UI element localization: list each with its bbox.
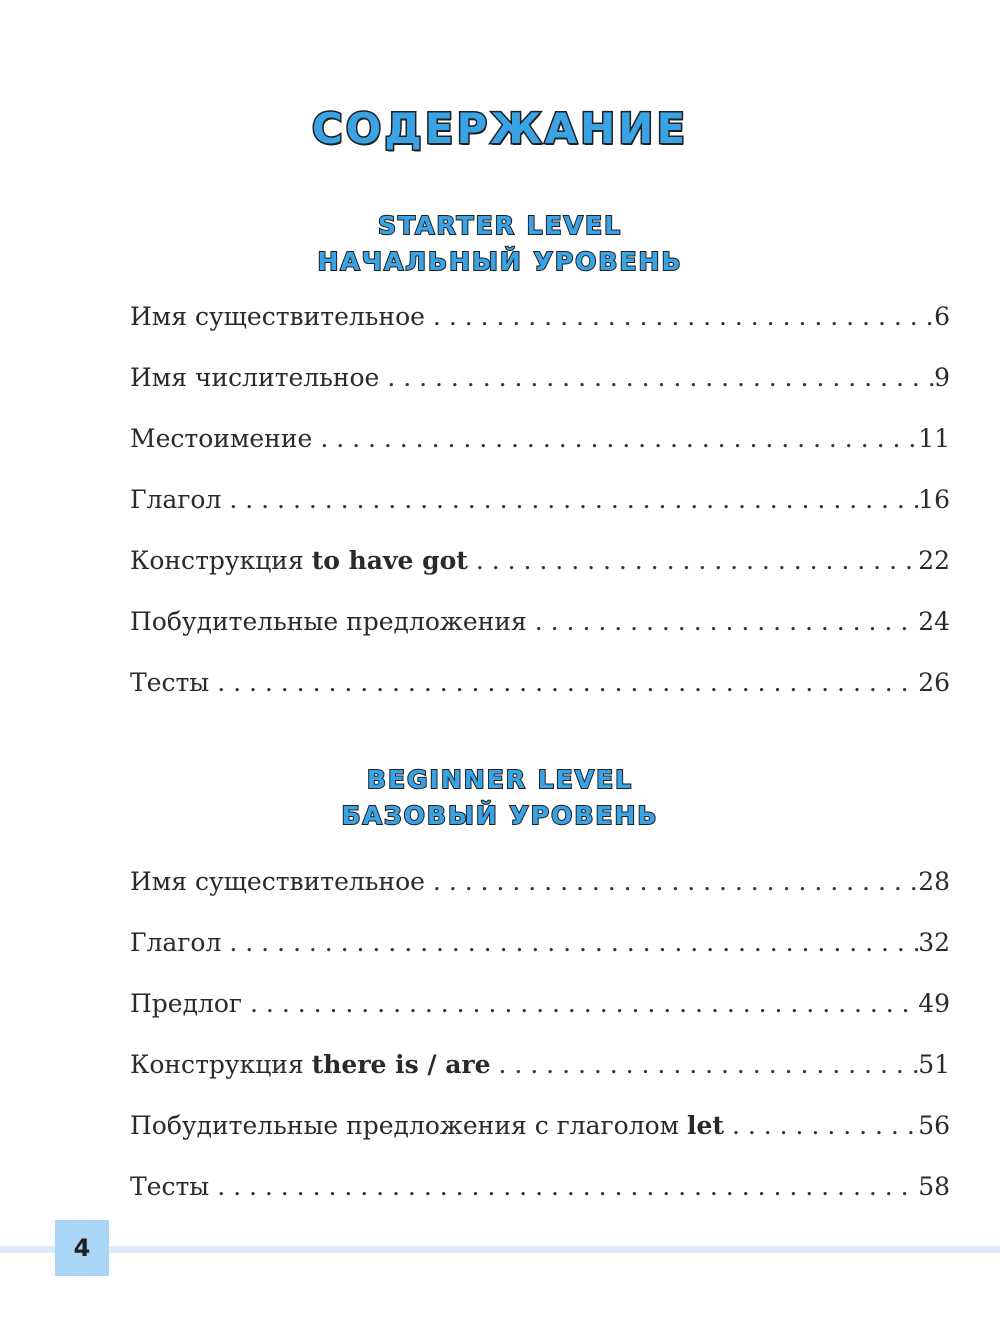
toc-leader-dots (425, 302, 934, 331)
toc-leader-dots (379, 363, 934, 392)
toc-entry[interactable] (130, 1050, 950, 1111)
toc-entry-label: Имя числительное (130, 363, 380, 392)
toc-entry-label: Глагол (130, 928, 222, 957)
toc-entry-page: 28 (918, 867, 950, 896)
toc-list-beginner (130, 867, 950, 1233)
toc-leader-dots (242, 989, 918, 1018)
page-number: 4 (55, 1220, 109, 1276)
toc-entry[interactable] (130, 1111, 950, 1172)
toc-leader-dots (209, 668, 918, 697)
toc-leader-dots (527, 607, 918, 636)
toc-entry[interactable] (130, 302, 950, 363)
toc-entry[interactable] (130, 546, 950, 607)
toc-entry-label: Конструкция there is / are (130, 1050, 491, 1079)
toc-entry[interactable] (130, 989, 950, 1050)
toc-entry-label: Глагол (130, 485, 222, 514)
toc-entry-label: Тесты (130, 668, 210, 697)
toc-entry-page: 9 (934, 363, 950, 392)
toc-entry[interactable] (130, 668, 950, 729)
toc-entry[interactable] (130, 867, 950, 928)
section-heading-ru: НАЧАЛЬНЫЙ УРОВЕНЬ (317, 247, 683, 277)
page-title: СОДЕРЖАНИЕ (311, 104, 689, 153)
toc-entry-page: 49 (918, 989, 950, 1018)
toc-entry-label: Тесты (130, 1172, 210, 1201)
toc-entry-page: 24 (918, 607, 950, 636)
toc-entry-label: Побудительные предложения (130, 607, 527, 636)
toc-entry-page: 58 (918, 1172, 950, 1201)
toc-entry[interactable] (130, 607, 950, 668)
toc-entry-label: Имя существительное (130, 302, 425, 331)
toc-entry[interactable] (130, 485, 950, 546)
toc-leader-dots (209, 1172, 918, 1201)
toc-leader-dots (312, 424, 918, 453)
toc-entry-page: 6 (934, 302, 950, 331)
toc-entry[interactable] (130, 1172, 950, 1233)
section-heading-starter (0, 208, 1000, 281)
toc-entry[interactable] (130, 424, 950, 485)
toc-list-starter (130, 302, 950, 729)
toc-entry-label: Предлог (130, 989, 243, 1018)
toc-leader-dots (221, 485, 918, 514)
toc-leader-dots (491, 1050, 919, 1079)
toc-entry-page: 16 (918, 485, 950, 514)
toc-entry[interactable] (130, 928, 950, 989)
toc-entry-page: 32 (918, 928, 950, 957)
toc-leader-dots (724, 1111, 918, 1140)
toc-entry-page: 51 (918, 1050, 950, 1079)
toc-entry-label: Имя существительное (130, 867, 425, 896)
toc-entry-page: 22 (918, 546, 950, 575)
toc-entry-page: 11 (918, 424, 950, 453)
toc-entry-label: Побудительные предложения с глаголом let (130, 1111, 724, 1140)
toc-entry-page: 26 (918, 668, 950, 697)
bottom-divider (0, 1246, 1000, 1253)
toc-leader-dots (425, 867, 918, 896)
toc-leader-dots (468, 546, 918, 575)
toc-entry-label: Местоимение (130, 424, 313, 453)
section-heading-en: STARTER LEVEL (377, 211, 623, 240)
section-heading-beginner (0, 762, 1000, 835)
section-heading-ru: БАЗОВЫЙ УРОВЕНЬ (341, 801, 659, 831)
toc-entry[interactable] (130, 363, 950, 424)
section-heading-en: BEGINNER LEVEL (366, 765, 634, 794)
toc-entry-page: 56 (918, 1111, 950, 1140)
toc-leader-dots (221, 928, 918, 957)
toc-entry-label: Конструкция to have got (130, 546, 468, 575)
